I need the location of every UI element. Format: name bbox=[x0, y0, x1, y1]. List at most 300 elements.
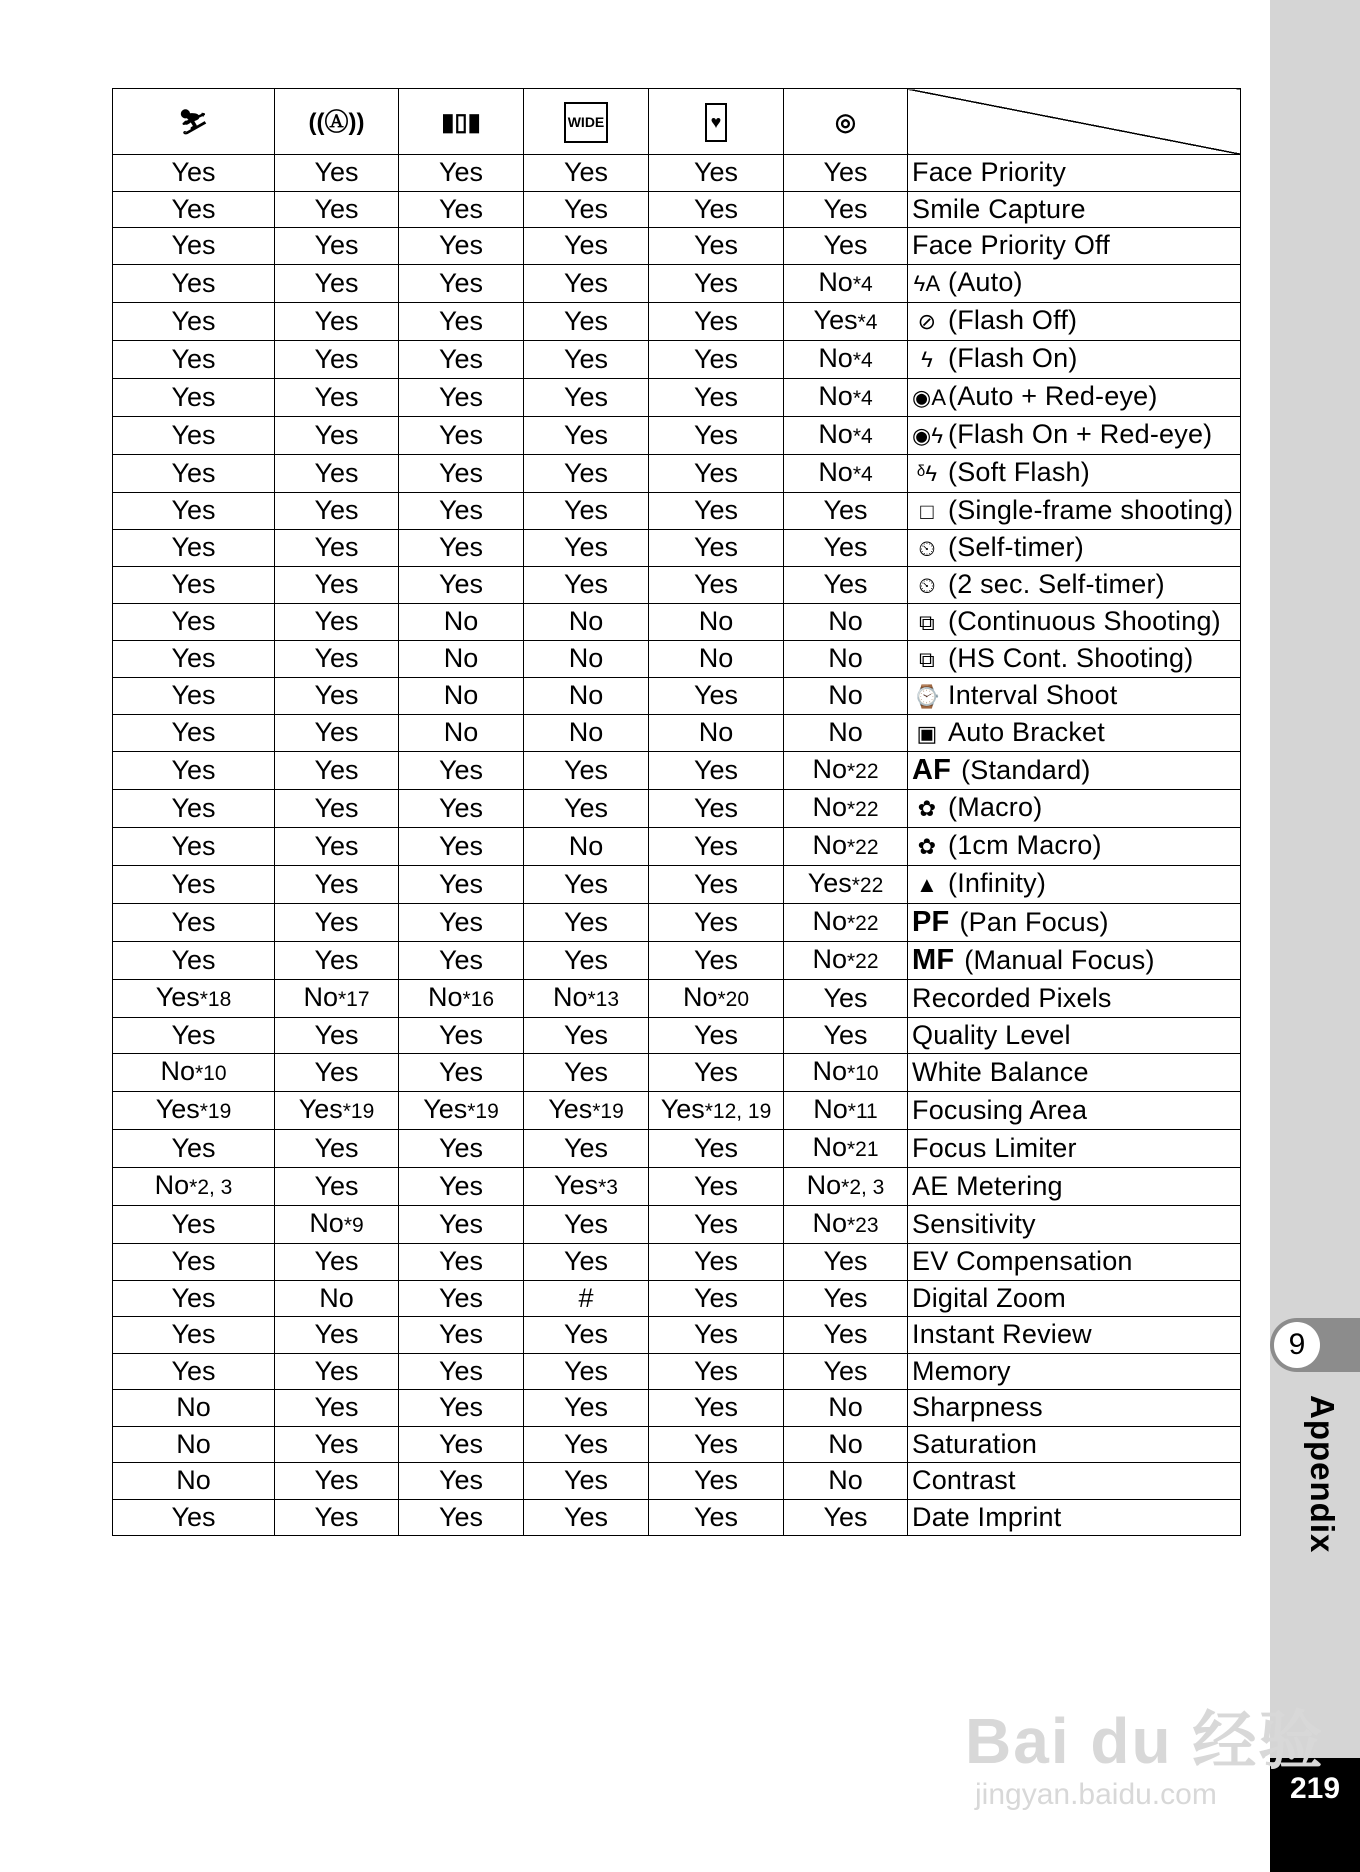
cell-value bbox=[649, 1168, 784, 1206]
cell-value bbox=[784, 979, 908, 1017]
cell-status: Yes bbox=[171, 495, 216, 525]
cell-status: Yes bbox=[563, 532, 609, 562]
cell-value bbox=[524, 155, 649, 192]
cell-value bbox=[524, 340, 649, 378]
cell-status: Yes bbox=[693, 532, 739, 562]
table-row bbox=[113, 941, 1241, 979]
cell-status: No bbox=[828, 1465, 863, 1496]
cell-value bbox=[524, 1463, 649, 1500]
cell-value bbox=[399, 1280, 524, 1317]
cell-status: No bbox=[812, 1056, 847, 1086]
feature-label-cell bbox=[908, 827, 1241, 865]
cell-status: Yes bbox=[554, 1170, 599, 1200]
cell-status: Yes bbox=[171, 643, 216, 673]
cell-value bbox=[649, 827, 784, 865]
cell-value bbox=[113, 191, 275, 228]
cell-status: Yes bbox=[693, 495, 739, 525]
cell-footnote: *22 bbox=[846, 797, 879, 821]
cell-status: Yes bbox=[823, 1501, 868, 1532]
feature-label: (Flash On + Red-eye) bbox=[948, 419, 1213, 449]
cell-value bbox=[275, 302, 399, 340]
cell-value bbox=[275, 865, 399, 903]
wide-frame-icon: WIDE bbox=[564, 102, 609, 143]
cell-status: No bbox=[568, 830, 604, 861]
cell-status: Yes bbox=[693, 1319, 739, 1350]
cell-status: No bbox=[698, 643, 734, 673]
feature-label: (Self-timer) bbox=[948, 531, 1084, 562]
table-row bbox=[113, 155, 1241, 192]
table-row bbox=[113, 302, 1241, 340]
cell-value bbox=[113, 865, 275, 903]
cell-value bbox=[275, 1054, 399, 1092]
cell-status: No bbox=[818, 266, 853, 297]
feature-icon: ▣ bbox=[916, 720, 938, 746]
cell-status: No bbox=[828, 1428, 863, 1459]
cell-status: Yes bbox=[171, 419, 216, 450]
cell-value bbox=[113, 640, 275, 677]
cell-status: Yes bbox=[438, 1501, 484, 1532]
cell-value bbox=[649, 191, 784, 228]
cell-status: No bbox=[443, 717, 479, 747]
cell-value bbox=[113, 302, 275, 340]
cell-status: Yes bbox=[548, 1094, 593, 1124]
cell-status: Yes bbox=[438, 193, 484, 224]
cell-status: Yes bbox=[314, 569, 359, 599]
cell-footnote: *20 bbox=[717, 987, 750, 1011]
cell-status: Yes bbox=[693, 1501, 739, 1532]
cell-status: Yes bbox=[823, 157, 868, 188]
feature-label: Focusing Area bbox=[912, 1095, 1088, 1125]
feature-label-cell bbox=[908, 191, 1241, 228]
cell-value bbox=[524, 228, 649, 265]
cell-status: Yes bbox=[438, 1465, 484, 1496]
cell-value bbox=[113, 1244, 275, 1281]
cell-footnote: *16 bbox=[462, 987, 495, 1011]
feature-label: White Balance bbox=[912, 1057, 1089, 1087]
cell-status: No bbox=[812, 1208, 847, 1238]
cell-status: No bbox=[568, 680, 604, 710]
cell-value bbox=[784, 941, 908, 979]
cell-value bbox=[399, 640, 524, 677]
feature-label-cell bbox=[908, 340, 1241, 378]
cell-status: Yes bbox=[693, 944, 739, 975]
feature-label-cell bbox=[908, 1092, 1241, 1130]
cell-value bbox=[649, 1463, 784, 1500]
cell-value bbox=[275, 1280, 399, 1317]
cell-status: Yes bbox=[171, 754, 216, 785]
cell-status: Yes bbox=[823, 1019, 868, 1050]
cell-value bbox=[649, 1353, 784, 1390]
cell-value bbox=[275, 155, 399, 192]
feature-label: (1cm Macro) bbox=[948, 830, 1102, 860]
cell-value bbox=[399, 1054, 524, 1092]
cell-value bbox=[275, 677, 399, 714]
cell-value bbox=[524, 1317, 649, 1354]
feature-label-cell bbox=[908, 1280, 1241, 1317]
diagonal-header-cell bbox=[908, 89, 1241, 155]
cell-value bbox=[649, 378, 784, 416]
cell-status: No bbox=[427, 981, 463, 1012]
cell-status: No bbox=[568, 717, 604, 747]
cell-status: Yes bbox=[693, 1019, 739, 1050]
cell-value bbox=[275, 1390, 399, 1427]
cell-value bbox=[275, 1317, 399, 1354]
cell-status: No bbox=[698, 717, 734, 747]
feature-label: Recorded Pixels bbox=[912, 982, 1112, 1013]
cell-value bbox=[784, 865, 908, 903]
feature-icon: ᵟϟ bbox=[916, 461, 938, 486]
cell-status: Yes bbox=[171, 944, 216, 975]
cell-status: Yes bbox=[823, 1282, 868, 1313]
cell-value bbox=[399, 340, 524, 378]
cell-status: No bbox=[806, 1170, 842, 1200]
cell-status: No bbox=[828, 717, 863, 747]
feature-icon: ⊘ bbox=[917, 309, 937, 334]
cell-value bbox=[399, 492, 524, 529]
cell-status: Yes bbox=[823, 982, 868, 1013]
cell-status: Yes bbox=[693, 381, 739, 412]
feature-label: Face Priority Off bbox=[912, 230, 1110, 261]
cell-status: Yes bbox=[155, 981, 200, 1012]
cell-value bbox=[649, 529, 784, 566]
cell-status: No bbox=[154, 1170, 190, 1200]
cell-value bbox=[399, 677, 524, 714]
cell-status: No bbox=[818, 418, 853, 449]
cell-status: No bbox=[443, 680, 479, 710]
cell-status: Yes bbox=[171, 1133, 216, 1163]
feature-label: Interval Shoot bbox=[948, 679, 1118, 710]
cell-value bbox=[275, 1130, 399, 1168]
cell-footnote: *13 bbox=[587, 987, 620, 1011]
feature-label: (Pan Focus) bbox=[959, 906, 1109, 937]
cell-value bbox=[649, 302, 784, 340]
cell-status: Yes bbox=[438, 305, 484, 336]
cell-value bbox=[649, 979, 784, 1017]
cell-status: No bbox=[176, 1465, 211, 1496]
cell-status: No bbox=[828, 1392, 863, 1423]
cell-value bbox=[649, 1390, 784, 1427]
cell-status: No bbox=[813, 1094, 848, 1124]
feature-label: Sharpness bbox=[912, 1392, 1043, 1423]
feature-label-cell bbox=[908, 1017, 1241, 1054]
cell-status: Yes bbox=[171, 532, 216, 562]
feature-label-cell bbox=[908, 416, 1241, 454]
cell-status: Yes bbox=[823, 569, 868, 599]
table-body bbox=[113, 155, 1241, 1536]
cell-status: Yes bbox=[438, 1019, 484, 1050]
cell-status: Yes bbox=[823, 495, 868, 525]
cell-value bbox=[399, 566, 524, 603]
table-row bbox=[113, 566, 1241, 603]
cell-value bbox=[524, 1206, 649, 1244]
cell-value bbox=[113, 677, 275, 714]
cell-value bbox=[784, 1463, 908, 1500]
cell-value bbox=[784, 454, 908, 492]
table-row bbox=[113, 1092, 1241, 1130]
cell-status: Yes bbox=[693, 868, 739, 899]
feature-icon: ⧉ bbox=[919, 646, 935, 672]
cell-status: Yes bbox=[438, 1209, 484, 1239]
cell-footnote: *4 bbox=[852, 272, 873, 296]
cell-status: Yes bbox=[563, 792, 609, 823]
table-row bbox=[113, 529, 1241, 566]
cell-footnote: *4 bbox=[852, 348, 873, 372]
cell-value bbox=[784, 264, 908, 302]
cell-status: Yes bbox=[438, 457, 484, 488]
cell-value bbox=[524, 751, 649, 789]
feature-label-cell bbox=[908, 1130, 1241, 1168]
cell-status: Yes bbox=[563, 381, 609, 412]
cell-value bbox=[275, 416, 399, 454]
feature-label-cell bbox=[908, 1353, 1241, 1390]
cell-status: Yes bbox=[423, 1094, 468, 1124]
table-row bbox=[113, 714, 1241, 751]
cell-value bbox=[275, 191, 399, 228]
feature-label: Digital Zoom bbox=[912, 1282, 1066, 1313]
feature-label-cell bbox=[908, 228, 1241, 265]
cell-status: Yes bbox=[438, 1392, 484, 1423]
cell-status: Yes bbox=[314, 606, 359, 636]
cell-status: Yes bbox=[563, 1501, 609, 1532]
feature-label-cell bbox=[908, 264, 1241, 302]
cell-value bbox=[113, 1317, 275, 1354]
cell-value bbox=[113, 789, 275, 827]
cell-footnote: *12, 19 bbox=[704, 1100, 772, 1123]
cell-status: Yes bbox=[314, 267, 359, 298]
cell-value bbox=[649, 865, 784, 903]
cell-value bbox=[399, 454, 524, 492]
cell-status: Yes bbox=[171, 230, 216, 261]
cell-status: Yes bbox=[171, 606, 216, 636]
feature-label: (Flash On) bbox=[948, 343, 1078, 373]
cell-status: Yes bbox=[563, 906, 609, 937]
cell-status: Yes bbox=[438, 830, 484, 861]
cell-status: Yes bbox=[298, 1094, 343, 1124]
cell-footnote: *22 bbox=[846, 759, 879, 783]
table-row bbox=[113, 1499, 1241, 1536]
cell-status: No bbox=[309, 1208, 344, 1238]
cell-value bbox=[275, 228, 399, 265]
cell-status: No bbox=[828, 643, 863, 673]
table-row bbox=[113, 979, 1241, 1017]
cell-footnote: *22 bbox=[846, 911, 879, 935]
cell-value bbox=[649, 155, 784, 192]
feature-icon: ✿ bbox=[917, 796, 937, 821]
cell-value bbox=[113, 1463, 275, 1500]
cell-value bbox=[524, 714, 649, 751]
cell-status: Yes bbox=[563, 230, 609, 261]
cell-status: Yes bbox=[563, 1428, 609, 1459]
feature-label-cell bbox=[908, 1168, 1241, 1206]
cell-value bbox=[649, 1244, 784, 1281]
cell-status: Yes bbox=[823, 1246, 868, 1277]
cell-value bbox=[113, 903, 275, 941]
feature-icon: ⧉ bbox=[919, 609, 935, 635]
cell-status: Yes bbox=[314, 754, 359, 785]
mode-header-sport-kids bbox=[113, 89, 275, 155]
cell-status: Yes bbox=[693, 1282, 739, 1313]
feature-label-cell bbox=[908, 1499, 1241, 1536]
cell-value bbox=[524, 1353, 649, 1390]
cell-status: Yes bbox=[693, 906, 739, 937]
cell-status: No bbox=[682, 981, 718, 1012]
cell-status: Yes bbox=[438, 1133, 484, 1163]
cell-value bbox=[399, 1168, 524, 1206]
cell-footnote: *23 bbox=[846, 1214, 879, 1237]
cell-value bbox=[649, 492, 784, 529]
cell-value bbox=[784, 1130, 908, 1168]
cell-value bbox=[649, 1317, 784, 1354]
cell-status: Yes bbox=[171, 457, 216, 488]
cell-status: Yes bbox=[438, 944, 484, 975]
cell-value bbox=[649, 1017, 784, 1054]
cell-status: Yes bbox=[314, 1392, 359, 1423]
table-row bbox=[113, 1280, 1241, 1317]
cell-status: Yes bbox=[693, 305, 739, 336]
feature-label: (Flash Off) bbox=[948, 305, 1078, 335]
cell-value bbox=[275, 827, 399, 865]
cell-status: Yes bbox=[563, 1019, 609, 1050]
cell-status: Yes bbox=[314, 717, 359, 747]
frame-composite-icon: ♥ bbox=[705, 103, 728, 142]
cell-status: No bbox=[319, 1282, 354, 1313]
table-row bbox=[113, 492, 1241, 529]
cell-value bbox=[399, 751, 524, 789]
cell-value bbox=[649, 566, 784, 603]
cell-value bbox=[399, 1499, 524, 1536]
cell-value bbox=[784, 903, 908, 941]
cell-status: No bbox=[818, 456, 853, 487]
cell-value bbox=[399, 191, 524, 228]
feature-label: Memory bbox=[912, 1355, 1011, 1386]
cell-status: Yes bbox=[314, 1133, 359, 1163]
cell-status: Yes bbox=[693, 419, 739, 450]
cell-value bbox=[524, 979, 649, 1017]
table-row bbox=[113, 789, 1241, 827]
cell-status: # bbox=[578, 1282, 594, 1313]
cell-value bbox=[113, 1353, 275, 1390]
cell-value bbox=[275, 378, 399, 416]
cell-value bbox=[649, 1092, 784, 1130]
cell-status: Yes bbox=[438, 1319, 484, 1350]
cell-status: Yes bbox=[314, 1019, 359, 1050]
feature-label: Smile Capture bbox=[912, 193, 1086, 224]
feature-label-cell bbox=[908, 979, 1241, 1017]
cell-value bbox=[275, 454, 399, 492]
cell-value bbox=[113, 529, 275, 566]
cell-status: Yes bbox=[693, 1428, 739, 1459]
cell-status: Yes bbox=[693, 157, 739, 188]
cell-status: Yes bbox=[314, 230, 359, 261]
table-row bbox=[113, 454, 1241, 492]
sidebar-band bbox=[1270, 0, 1360, 1872]
cell-value bbox=[524, 529, 649, 566]
cell-status: Yes bbox=[563, 495, 609, 525]
table-row bbox=[113, 416, 1241, 454]
cell-status: Yes bbox=[823, 1319, 868, 1350]
cell-status: Yes bbox=[563, 868, 609, 899]
watermark-logo: Bai du 经验 bbox=[965, 1705, 1325, 1777]
header-row bbox=[113, 89, 1241, 155]
cell-status: Yes bbox=[438, 868, 484, 899]
cell-status: Yes bbox=[438, 754, 484, 785]
cell-value bbox=[524, 264, 649, 302]
feature-label: (Infinity) bbox=[948, 868, 1047, 898]
mode-header-panorama bbox=[399, 89, 524, 155]
cell-value bbox=[113, 340, 275, 378]
cell-value bbox=[399, 1244, 524, 1281]
feature-label-cell bbox=[908, 492, 1241, 529]
cell-status: Yes bbox=[438, 569, 484, 599]
cell-value bbox=[784, 1092, 908, 1130]
cell-value bbox=[784, 416, 908, 454]
feature-label-cell bbox=[908, 378, 1241, 416]
cell-status: Yes bbox=[171, 1355, 216, 1386]
cell-value bbox=[784, 827, 908, 865]
cell-value bbox=[275, 1499, 399, 1536]
cell-value bbox=[524, 566, 649, 603]
digital-sr-icon: ((Ⓐ)) bbox=[308, 108, 365, 136]
table-row bbox=[113, 903, 1241, 941]
table-row bbox=[113, 1206, 1241, 1244]
cell-value bbox=[649, 903, 784, 941]
cell-status: Yes bbox=[314, 343, 359, 374]
cell-status: Yes bbox=[171, 267, 216, 298]
feature-label-cell bbox=[908, 302, 1241, 340]
cell-status: Yes bbox=[314, 1246, 359, 1277]
feature-label: (Auto) bbox=[948, 267, 1023, 297]
cell-status: Yes bbox=[563, 1057, 609, 1087]
cell-value bbox=[524, 302, 649, 340]
cell-status: Yes bbox=[563, 457, 609, 488]
cell-footnote: *4 bbox=[857, 310, 878, 334]
cell-status: Yes bbox=[171, 1246, 216, 1277]
cell-status: Yes bbox=[314, 1465, 359, 1496]
feature-label: Sensitivity bbox=[912, 1209, 1036, 1239]
feature-icon: ⏲ bbox=[918, 535, 936, 561]
cell-value bbox=[399, 827, 524, 865]
cell-value bbox=[113, 1280, 275, 1317]
cell-status: Yes bbox=[563, 1355, 609, 1386]
cell-value bbox=[113, 1017, 275, 1054]
feature-label-cell bbox=[908, 566, 1241, 603]
feature-label: EV Compensation bbox=[912, 1246, 1133, 1277]
cell-value bbox=[275, 640, 399, 677]
cell-value bbox=[113, 1130, 275, 1168]
cell-value bbox=[524, 789, 649, 827]
cell-status: Yes bbox=[563, 343, 609, 374]
table-row bbox=[113, 1390, 1241, 1427]
cell-value bbox=[399, 865, 524, 903]
mode-header-frame bbox=[649, 89, 784, 155]
feature-label-cell bbox=[908, 454, 1241, 492]
feature-label-cell bbox=[908, 640, 1241, 677]
cell-status: Yes bbox=[171, 157, 216, 188]
cell-status: Yes bbox=[438, 381, 484, 412]
feature-icon: ◉A bbox=[912, 385, 947, 410]
cell-value bbox=[275, 979, 399, 1017]
cell-value bbox=[524, 1130, 649, 1168]
feature-label-cell bbox=[908, 529, 1241, 566]
cell-status: Yes bbox=[693, 1057, 739, 1087]
cell-value bbox=[399, 1206, 524, 1244]
cell-value bbox=[784, 340, 908, 378]
table-row bbox=[113, 865, 1241, 903]
cell-value bbox=[524, 1426, 649, 1463]
cell-value bbox=[524, 492, 649, 529]
feature-icon: MF bbox=[912, 943, 955, 976]
cell-status: Yes bbox=[563, 157, 609, 188]
